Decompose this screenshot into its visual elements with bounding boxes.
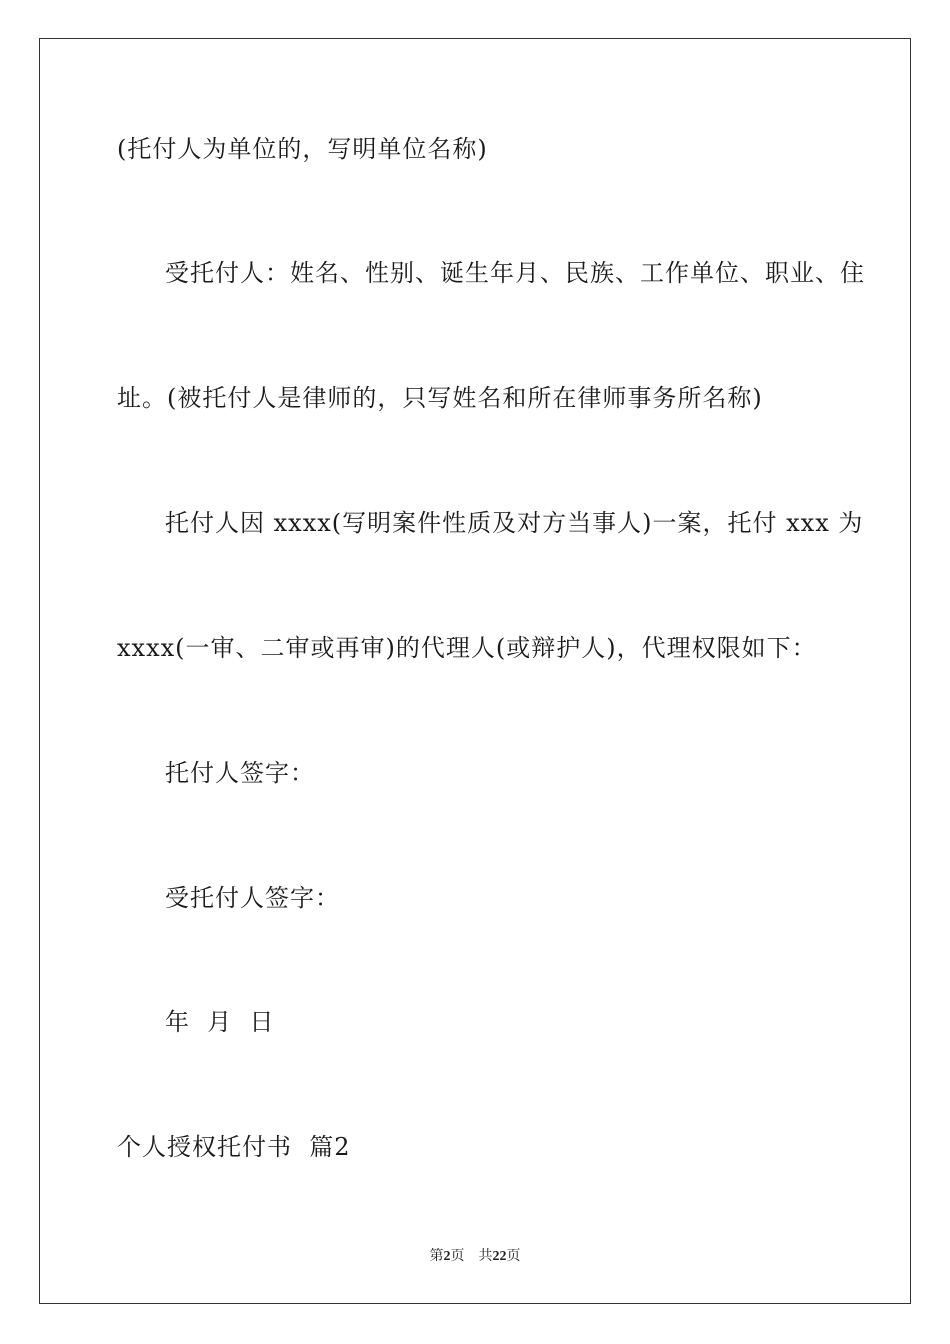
page-footer (0, 1246, 950, 1267)
page-suffix: 页 (450, 1248, 465, 1264)
paragraph-line: xxxx(一审、二审或再审)的代理人(或辩护人)，代理权限如下： (117, 634, 817, 662)
total-prefix: 共 (478, 1248, 493, 1264)
paragraph-line: 托付人因 xxxx(写明案件性质及对方当事人)一案，托付 xxx 为 (165, 509, 864, 537)
signature-line-agent: 受托付人签字： (165, 884, 340, 912)
page-number-current: 2 (443, 1249, 451, 1264)
date-line: 年 月 日 (165, 1008, 275, 1036)
page-border (39, 38, 911, 1304)
paragraph-line: 址。(被托付人是律师的，只写姓名和所在律师事务所名称) (117, 384, 763, 412)
page-number-total: 22 (492, 1249, 507, 1264)
paragraph-line: (托付人为单位的，写明单位名称) (117, 135, 488, 163)
paragraph-line: 受托付人：姓名、性别、诞生年月、民族、工作单位、职业、住 (165, 259, 865, 287)
total-suffix: 页 (506, 1248, 521, 1264)
section-heading: 个人授权托付书 篇2 (117, 1133, 351, 1161)
page-prefix: 第 (429, 1248, 444, 1264)
signature-line-client: 托付人签字： (165, 759, 315, 787)
